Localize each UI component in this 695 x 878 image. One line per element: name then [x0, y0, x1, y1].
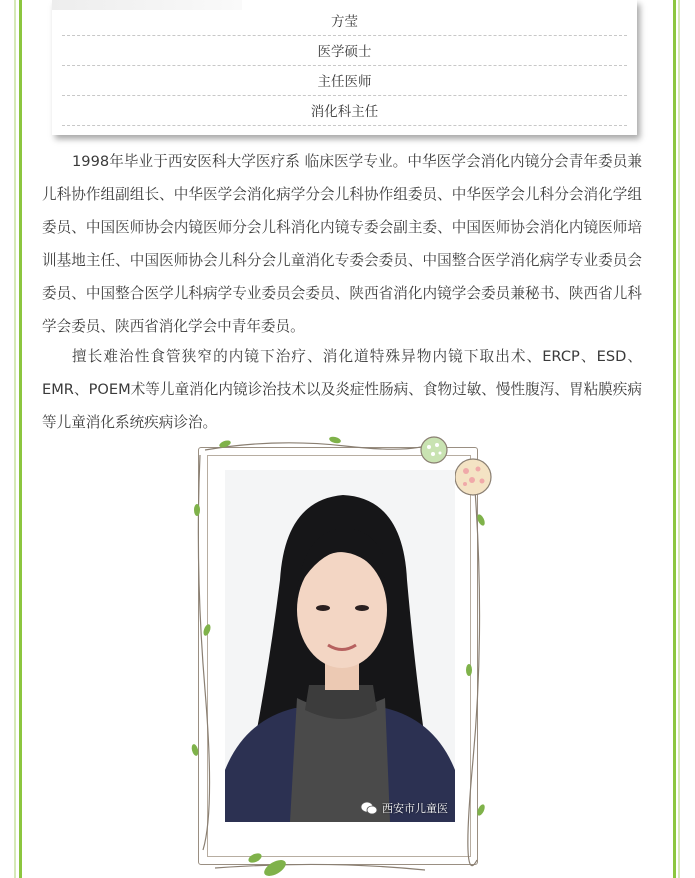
cookie-icon-large — [452, 456, 494, 498]
photo-watermark — [360, 798, 448, 818]
profile-name: 方莹 — [62, 5, 627, 36]
profile-card — [52, 0, 637, 135]
right-border-light — [678, 0, 680, 878]
profile-position: 消化科主任 — [62, 95, 627, 126]
bio-paragraph: 1998年毕业于西安医科大学医疗系 临床医学专业。中华医学会消化内镜分会青年委员兼儿科协作组副组长、中华医学会消化病学分会儿科协作组委员、中华医学会儿科分会消化学组委员、中国医师协会内镜医师分会儿科消化内镜专委会副主委、中国医师协会消化内镜医师培训基地主任、中国医师协会儿科分会儿童消化专委会委员、中国整合医学消化病学专业委员会委员、中国整合医学儿科病学专业委员会委员、陕西省消化内镜学会委员兼秘书、陕西省儿科学会委员、陕西省消化学会中青年委员。 — [42, 153, 642, 335]
right-border — [673, 0, 676, 878]
watermark-text: 西安市儿童医 — [382, 802, 448, 815]
portrait-illustration — [225, 470, 455, 822]
doctor-portrait — [225, 470, 455, 822]
left-border — [19, 0, 22, 878]
left-border-light — [14, 0, 16, 878]
profile-degree: 医学硕士 — [62, 35, 627, 66]
specialty-paragraph: 擅长难治性食管狭窄的内镜下治疗、消化道特殊异物内镜下取出术、ERCP、ESD、EMR、POEM术等儿童消化内镜诊治技术以及炎症性肠病、食物过敏、慢性腹泻、胃粘膜疾病等儿童消化系统疾病诊治。 — [42, 348, 642, 431]
wechat-icon — [360, 801, 378, 815]
cookie-icon-small — [418, 434, 450, 466]
profile-title: 主任医师 — [62, 65, 627, 96]
